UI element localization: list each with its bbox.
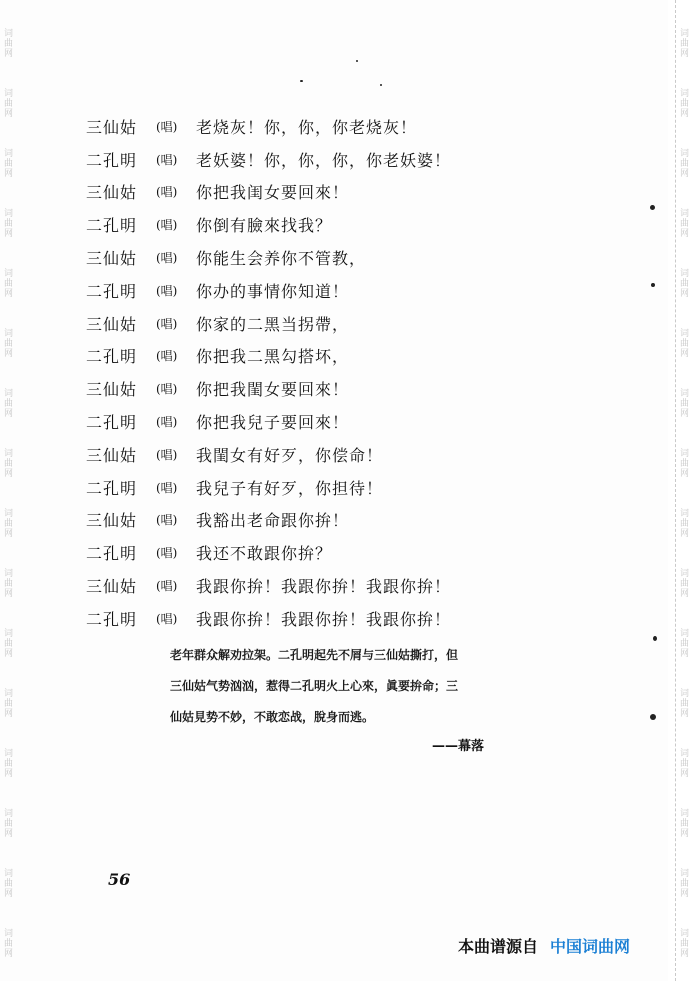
sung-marker: (唱) bbox=[156, 349, 178, 364]
speaker-name: 三仙姑 bbox=[86, 117, 138, 137]
watermark-glyphs: 词曲网 bbox=[2, 868, 12, 898]
speaker-name: 三仙姑 bbox=[86, 183, 138, 203]
sung-marker: (唱) bbox=[156, 611, 178, 626]
scan-speck bbox=[356, 60, 358, 62]
dialogue-text: 你家的二黑当拐帶， bbox=[196, 314, 350, 334]
sung-marker: (唱) bbox=[156, 415, 178, 430]
dialogue-text: 我还不敢跟你拚？ bbox=[196, 544, 333, 564]
watermark-glyphs: 词曲网 bbox=[678, 808, 688, 838]
scan-speck bbox=[650, 714, 656, 720]
sung-marker: (唱) bbox=[156, 480, 178, 495]
scan-speck bbox=[650, 205, 655, 210]
dialogue-line bbox=[86, 176, 506, 209]
dialogue-text: 我跟你拚！我跟你拚！我跟你拚！ bbox=[196, 577, 452, 597]
watermark-glyphs: 词曲网 bbox=[678, 448, 688, 478]
speaker-name: 三仙姑 bbox=[86, 511, 138, 531]
watermark-glyphs: 词曲网 bbox=[678, 268, 688, 298]
dialogue-text: 你办的事情你知道！ bbox=[196, 281, 350, 301]
speaker-name: 三仙姑 bbox=[86, 314, 138, 334]
stage-direction bbox=[170, 640, 550, 733]
dialogue-text: 我跟你拚！我跟你拚！我跟你拚！ bbox=[196, 609, 452, 629]
watermark-glyphs: 词曲网 bbox=[678, 148, 688, 178]
scan-speck bbox=[300, 80, 303, 82]
watermark-glyphs: 词曲网 bbox=[2, 808, 12, 838]
speaker-name: 二孔明 bbox=[86, 413, 138, 433]
watermark-glyphs: 词曲网 bbox=[2, 568, 12, 598]
dialogue-text: 你把我闺女要回來！ bbox=[196, 183, 350, 203]
dialogue-line bbox=[86, 471, 506, 504]
watermark-glyphs: 词曲网 bbox=[678, 688, 688, 718]
dialogue-line bbox=[86, 536, 506, 569]
watermark-glyphs: 词曲网 bbox=[678, 568, 688, 598]
dialogue-line bbox=[86, 143, 506, 176]
dialogue-line bbox=[86, 340, 506, 373]
dialogue-text: 你能生会养你不管教， bbox=[196, 249, 367, 269]
source-site-link[interactable]: 中国词曲网 bbox=[550, 937, 631, 956]
scan-speck bbox=[653, 636, 657, 641]
stage-direction-line: 三仙姑气势汹汹，惹得二孔明火上心來，眞要拚命；三 bbox=[170, 679, 459, 693]
dialogue-line bbox=[86, 438, 506, 471]
speaker-name: 三仙姑 bbox=[86, 380, 138, 400]
watermark-glyphs: 词曲网 bbox=[2, 88, 12, 118]
dialogue-text: 我豁出老命跟你拚！ bbox=[196, 511, 350, 531]
scan-speck bbox=[651, 283, 655, 287]
dialogue-text: 你倒有臉來找我？ bbox=[196, 216, 333, 236]
dialogue-text: 老烧灰！你，你，你老烧灰！ bbox=[196, 117, 418, 137]
speaker-name: 二孔明 bbox=[86, 609, 138, 629]
speaker-name: 二孔明 bbox=[86, 216, 138, 236]
dialogue-line bbox=[86, 602, 506, 635]
dialogue-text: 你把我閨女要回來！ bbox=[196, 380, 350, 400]
dialogue-line bbox=[86, 241, 506, 274]
sung-marker: (唱) bbox=[156, 283, 178, 298]
sung-marker: (唱) bbox=[156, 579, 178, 594]
watermark-glyphs: 词曲网 bbox=[2, 208, 12, 238]
watermark-glyphs: 词曲网 bbox=[2, 748, 12, 778]
watermark-glyphs: 词曲网 bbox=[678, 748, 688, 778]
scan-speck bbox=[380, 84, 382, 86]
watermark-glyphs: 词曲网 bbox=[678, 328, 688, 358]
dialogue-line bbox=[86, 504, 506, 537]
dialogue-line bbox=[86, 372, 506, 405]
left-watermark-strip bbox=[0, 0, 14, 981]
speaker-name: 三仙姑 bbox=[86, 577, 138, 597]
sung-marker: (唱) bbox=[156, 119, 178, 134]
sung-marker: (唱) bbox=[156, 447, 178, 462]
sung-marker: (唱) bbox=[156, 152, 178, 167]
dialogue-line bbox=[86, 405, 506, 438]
sung-marker: (唱) bbox=[156, 546, 178, 561]
curtain-falls: ——幕落 bbox=[432, 739, 485, 754]
dialogue-line bbox=[86, 274, 506, 307]
speaker-name: 二孔明 bbox=[86, 150, 138, 170]
speaker-name: 二孔明 bbox=[86, 281, 138, 301]
dialogue-text: 我閨女有好歹，你偿命！ bbox=[196, 445, 384, 465]
stage-direction-line: 仙姑見势不妙，不敢恋战，脫身而逃。 bbox=[170, 710, 375, 724]
watermark-glyphs: 词曲网 bbox=[2, 268, 12, 298]
dialogue-text: 我兒子有好歹，你担待！ bbox=[196, 478, 384, 498]
source-label: 本曲谱源自 bbox=[458, 937, 539, 956]
watermark-glyphs: 词曲网 bbox=[678, 868, 688, 898]
watermark-glyphs: 词曲网 bbox=[2, 148, 12, 178]
watermark-glyphs: 词曲网 bbox=[678, 88, 688, 118]
stage-direction-line: 老年群众解劝拉架。二孔明起先不屑与三仙姑撕打，但 bbox=[170, 648, 459, 662]
speaker-name: 二孔明 bbox=[86, 347, 138, 367]
sung-marker: (唱) bbox=[156, 382, 178, 397]
sung-marker: (唱) bbox=[156, 316, 178, 331]
speaker-name: 三仙姑 bbox=[86, 249, 138, 269]
watermark-glyphs: 词曲网 bbox=[2, 328, 12, 358]
watermark-glyphs: 词曲网 bbox=[2, 508, 12, 538]
page-number: 56 bbox=[108, 870, 131, 889]
watermark-glyphs: 词曲网 bbox=[678, 388, 688, 418]
source-credit bbox=[458, 934, 630, 957]
watermark-glyphs: 词曲网 bbox=[678, 208, 688, 238]
dialogue-line bbox=[86, 208, 506, 241]
dialogue-text: 老妖婆！你，你，你，你老妖婆！ bbox=[196, 150, 452, 170]
speaker-name: 二孔明 bbox=[86, 478, 138, 498]
dialogue-line bbox=[86, 307, 506, 340]
sung-marker: (唱) bbox=[156, 185, 178, 200]
watermark-glyphs: 词曲网 bbox=[678, 508, 688, 538]
watermark-glyphs: 词曲网 bbox=[2, 448, 12, 478]
dialogue-text: 你把我兒子要回來！ bbox=[196, 413, 350, 433]
watermark-glyphs: 词曲网 bbox=[678, 928, 688, 958]
watermark-glyphs: 词曲网 bbox=[2, 628, 12, 658]
sung-marker: (唱) bbox=[156, 251, 178, 266]
watermark-glyphs: 词曲网 bbox=[2, 388, 12, 418]
sung-marker: (唱) bbox=[156, 218, 178, 233]
dialogue-line bbox=[86, 110, 506, 143]
dialogue-text: 你把我二黑勾搭坏， bbox=[196, 347, 350, 367]
watermark-glyphs: 词曲网 bbox=[2, 28, 12, 58]
watermark-glyphs: 词曲网 bbox=[2, 928, 12, 958]
speaker-name: 二孔明 bbox=[86, 544, 138, 564]
watermark-glyphs: 词曲网 bbox=[678, 628, 688, 658]
watermark-glyphs: 词曲网 bbox=[2, 688, 12, 718]
dialogue-line bbox=[86, 569, 506, 602]
right-watermark-strip bbox=[675, 0, 690, 981]
sung-marker: (唱) bbox=[156, 513, 178, 528]
dialogue-block bbox=[86, 110, 506, 635]
watermark-glyphs: 词曲网 bbox=[678, 28, 688, 58]
speaker-name: 三仙姑 bbox=[86, 445, 138, 465]
